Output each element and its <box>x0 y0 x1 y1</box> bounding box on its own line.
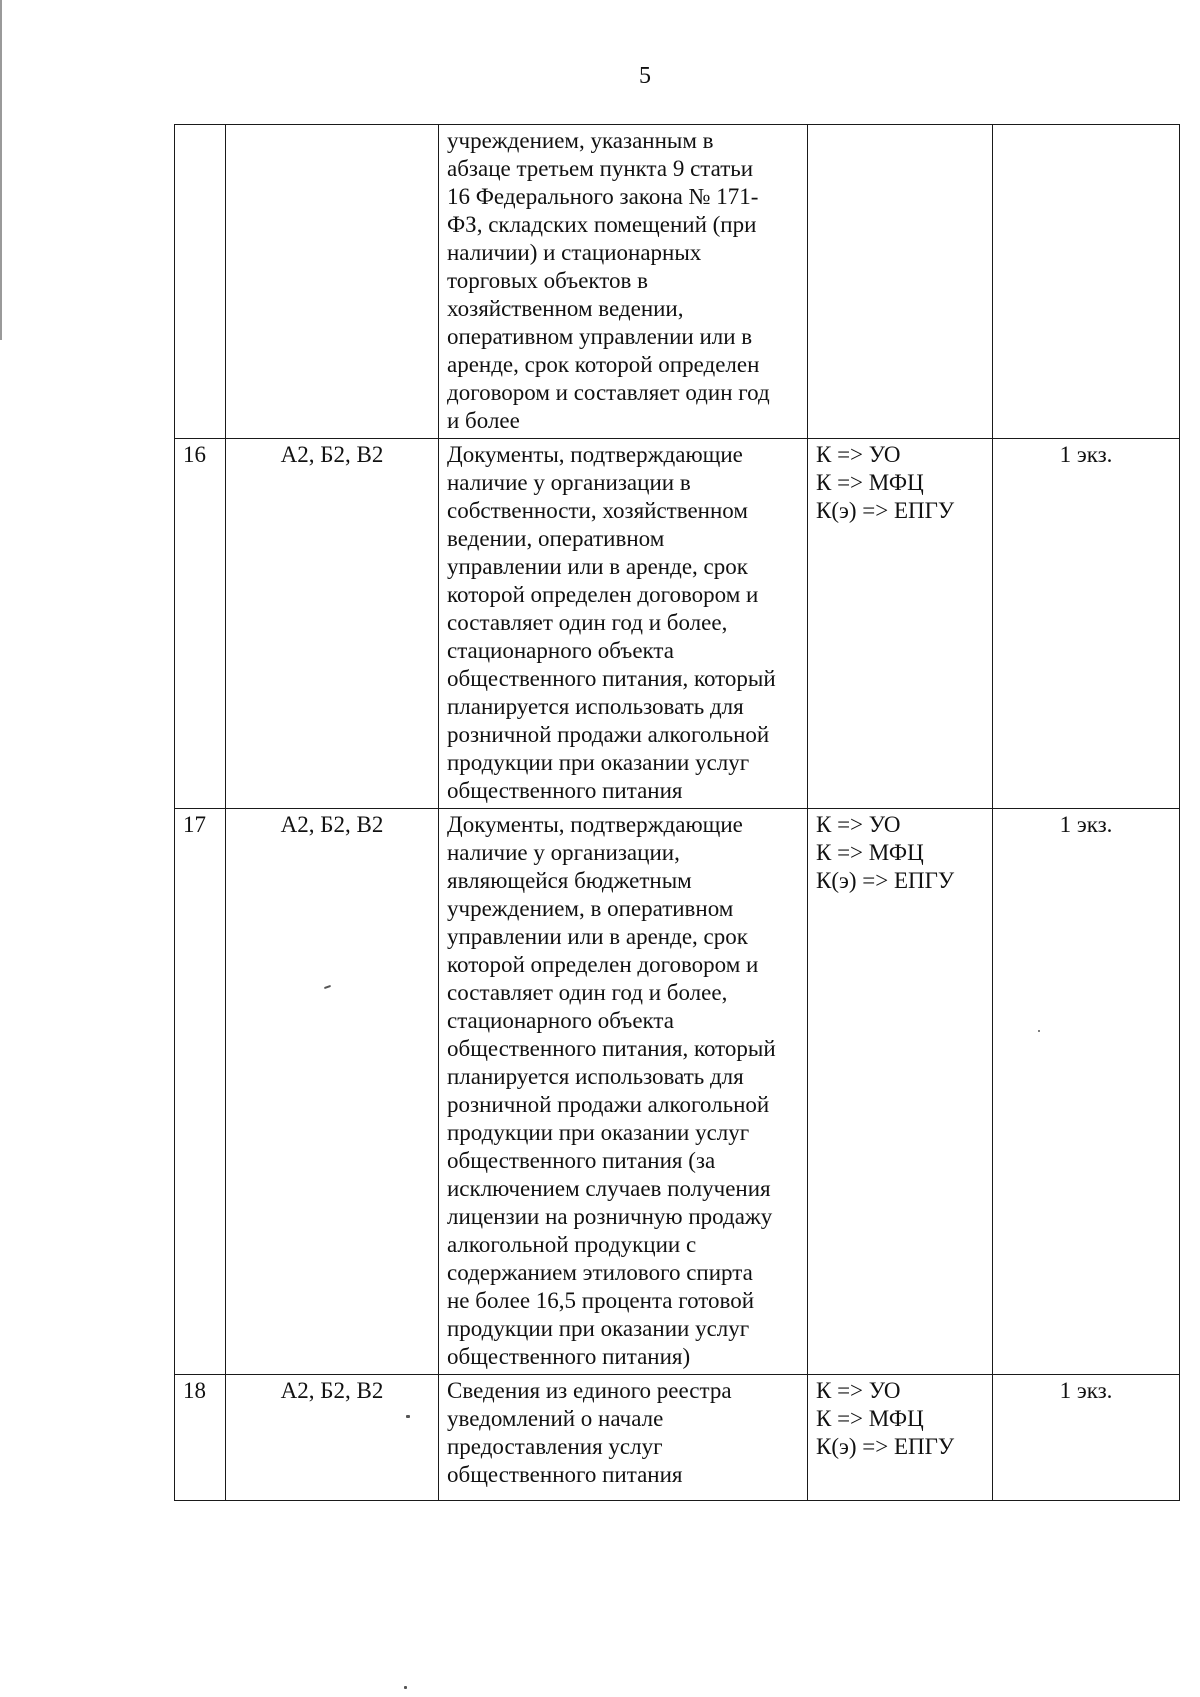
row-count-cell: 1 экз. <box>993 1375 1180 1501</box>
table-row <box>175 1375 1180 1501</box>
documents-table <box>174 124 1180 1501</box>
row-count-cell: 1 экз. <box>993 439 1180 809</box>
row-number-cell <box>175 125 226 439</box>
row-codes-cell <box>226 125 439 439</box>
row-route-cell <box>808 125 993 439</box>
row-description-cell: Документы, подтверждающие наличие у организации в собственности, хозяйственном ведении, оперативном управлении или в аренде, срок которой определен договором и составляет один год и более, стационарного объекта общественного питания, который планируется использовать для розничной продажи алкогольной продукции при оказании услуг общественного питания <box>439 439 808 809</box>
row-count-cell <box>993 125 1180 439</box>
row-number-cell: 17 <box>175 809 226 1375</box>
scan-speck <box>1038 1030 1040 1032</box>
row-description-cell: учреждением, указанным в абзаце третьем пункта 9 статьи 16 Федерального закона № 171- ФЗ, складских помещений (при наличии) и стационарных торговых объектов в хозяйственном ведении, оперативном управлении или в аренде, срок которой определен договором и составляет один год и более <box>439 125 808 439</box>
scan-left-edge <box>0 0 2 340</box>
row-route-cell: К => УО К => МФЦ К(э) => ЕПГУ <box>808 439 993 809</box>
row-codes-cell: А2, Б2, В2 <box>226 809 439 1375</box>
table-row <box>175 125 1180 439</box>
row-number-cell: 18 <box>175 1375 226 1501</box>
scan-speck <box>406 1415 410 1418</box>
table-row <box>175 439 1180 809</box>
row-route-cell: К => УО К => МФЦ К(э) => ЕПГУ <box>808 1375 993 1501</box>
row-count-cell: 1 экз. <box>993 809 1180 1375</box>
scan-speck <box>404 1686 407 1689</box>
row-route-cell: К => УО К => МФЦ К(э) => ЕПГУ <box>808 809 993 1375</box>
row-codes-cell: А2, Б2, В2 <box>226 1375 439 1501</box>
row-number-cell: 16 <box>175 439 226 809</box>
row-codes-cell: А2, Б2, В2 <box>226 439 439 809</box>
page-number: 5 <box>639 63 651 89</box>
row-description-cell: Сведения из единого реестра уведомлений о начале предоставления услуг общественного питания <box>439 1375 808 1501</box>
table-row <box>175 809 1180 1375</box>
row-description-cell: Документы, подтверждающие наличие у организации, являющейся бюджетным учреждением, в оперативном управлении или в аренде, срок которой определен договором и составляет один год и более, стационарного объекта общественного питания, который планируется использовать для розничной продажи алкогольной продукции при оказании услуг общественного питания (за исключением случаев получения лицензии на розничную продажу алкогольной продукции с содержанием этилового спирта не более 16,5 процента готовой продукции при оказании услуг общественного питания) <box>439 809 808 1375</box>
